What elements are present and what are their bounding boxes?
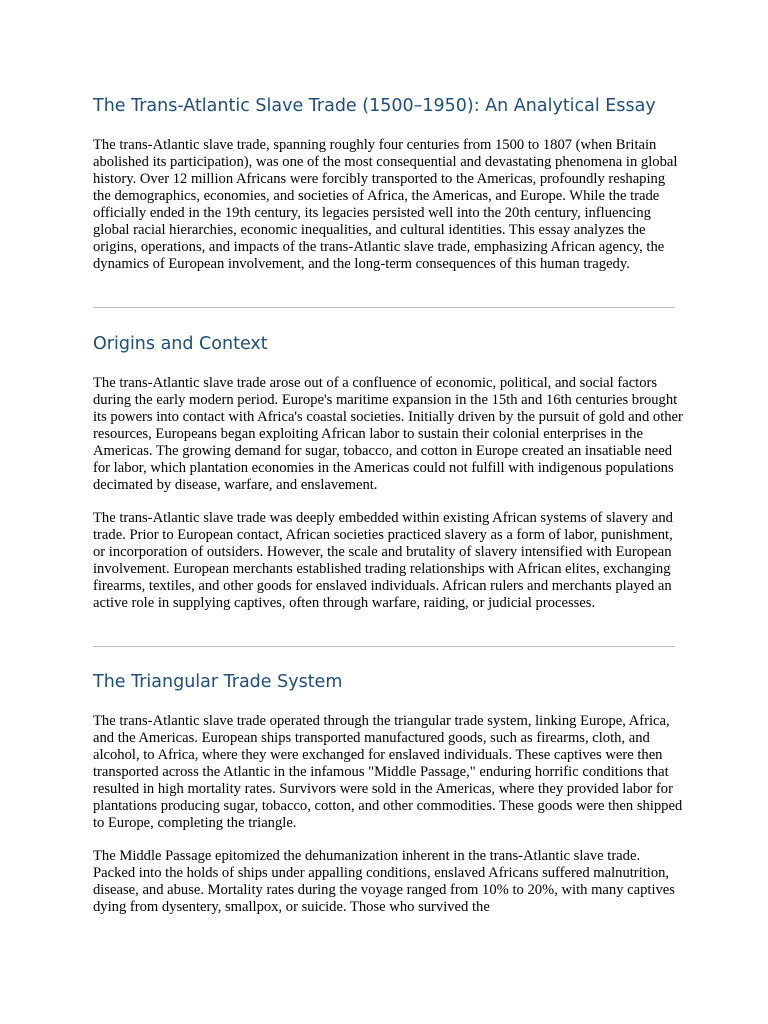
section-divider <box>93 307 675 308</box>
section-heading-origins: Origins and Context <box>93 334 268 354</box>
essay-title: The Trans-Atlantic Slave Trade (1500–1950): An Analytical Essay <box>93 96 656 116</box>
triangular-trade-paragraph-1: The trans-Atlantic slave trade operated through the triangular trade system, linking Europe, Africa, and the Americas. European ships transported manufactured goods, such as firearms, cloth, and alcohol, to Africa, where they were exchanged for enslaved individuals. These captives were then transported across the Atlantic in the infamous "Middle Passage," enduring horrific conditions that resulted in high mortality rates. Survivors were sold in the Americas, where they provided labor for plantations producing sugar, tobacco, cotton, and other commodities. These goods were then shipped to Europe, completing the triangle. <box>93 713 683 831</box>
origins-paragraph-2: The trans-Atlantic slave trade was deeply embedded within existing African systems of slavery and trade. Prior to European contact, African societies practiced slavery as a form of labor, punishment, or incorporation of outsiders. However, the scale and brutality of slavery intensified with European involvement. European merchants established trading relationships with African elites, exchanging firearms, textiles, and other goods for enslaved individuals. African rulers and merchants played an active role in supplying captives, often through warfare, raiding, or judicial processes. <box>93 510 673 611</box>
section-divider <box>93 646 675 647</box>
intro-paragraph: The trans-Atlantic slave trade, spanning roughly four centuries from 1500 to 1807 (when Britain abolished its participation), was one of the most consequential and devastating phenomena in global history. Over 12 million Africans were forcibly transported to the Americas, profoundly reshaping the demographics, economies, and societies of Africa, the Americas, and Europe. While the trade officially ended in the 19th century, its legacies persisted well into the 20th century, influencing global racial hierarchies, economic inequalities, and cultural identities. This essay analyzes the origins, operations, and impacts of the trans-Atlantic slave trade, emphasizing African agency, the dynamics of European involvement, and the long-term consequences of this human tragedy. <box>93 137 678 272</box>
triangular-trade-paragraph-2: The Middle Passage epitomized the dehumanization inherent in the trans-Atlantic slave trade. Packed into the holds of ships under appalling conditions, enslaved Africans suffered malnutrition, disease, and abuse. Mortality rates during the voyage ranged from 10% to 20%, with many captives dying from dysentery, smallpox, or suicide. Those who survived the <box>93 848 675 915</box>
section-heading-triangular-trade: The Triangular Trade System <box>93 672 343 692</box>
origins-paragraph-1: The trans-Atlantic slave trade arose out of a confluence of economic, political, and social factors during the early modern period. Europe's maritime expansion in the 15th and 16th centuries brought its powers into contact with Africa's coastal societies. Initially driven by the pursuit of gold and other resources, Europeans began exploiting African labor to sustain their colonial enterprises in the Americas. The growing demand for sugar, tobacco, and cotton in Europe created an insatiable need for labor, which plantation economies in the Americas could not fulfill with indigenous populations decimated by disease, warfare, and enslavement. <box>93 375 683 493</box>
